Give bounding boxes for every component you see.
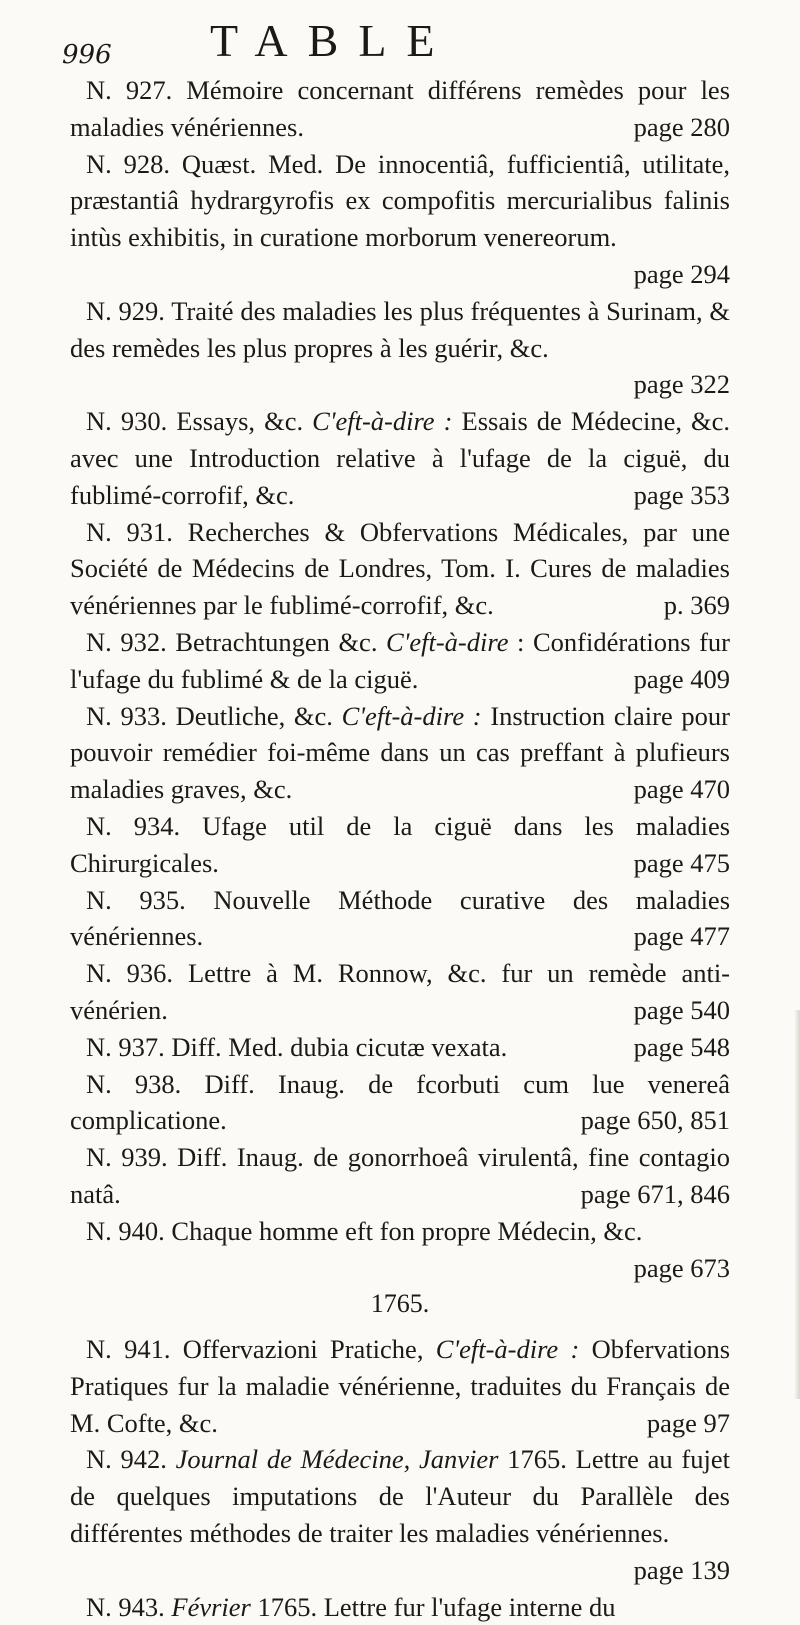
running-title: TABLE xyxy=(210,15,455,66)
entry-number: N. 943. xyxy=(86,1591,165,1622)
entry-page-ref: page 477 xyxy=(633,921,730,952)
entry-page-ref: page 139 xyxy=(633,1554,730,1585)
entry-text: Obfervations Pratiques fur la maladie vénérienne, traduites du Français de M. Cofte, &c. xyxy=(70,1334,731,1438)
scan-edge-shadow xyxy=(794,1010,800,1399)
entry-text: Essais de Médecine, &c. avec une Introduction relative à l'ufage de la ciguë, du fublimé-corrofif, &c. xyxy=(70,406,731,510)
entry-number: N. 933. xyxy=(86,700,167,731)
entry-text: Instruction claire pour pouvoir remédier foi-même dans un cas preffant à plufieurs maladies graves, &c. xyxy=(70,700,731,805)
entry-number: N. 941. xyxy=(86,1334,171,1365)
index-entry xyxy=(70,624,730,698)
entry-page-ref: page 322 xyxy=(633,369,730,400)
entry-page-ref: page 353 xyxy=(633,479,730,510)
entry-number: N. 932. xyxy=(86,626,167,657)
entry-page-ref: p. 369 xyxy=(663,590,730,621)
index-entry xyxy=(70,1331,730,1441)
document-page xyxy=(62,0,731,1625)
entry-page-ref: page 409 xyxy=(633,663,730,694)
entry-number: N. 928. xyxy=(86,148,170,179)
entry-page-ref: page 673 xyxy=(633,1252,730,1283)
entry-page-ref: page 650, 851 xyxy=(580,1105,730,1136)
entry-page-ref: page 671, 846 xyxy=(580,1178,730,1209)
entry-text: Nouvelle Méthode curative des maladies vénériennes. xyxy=(70,884,731,952)
index-entry xyxy=(70,1441,730,1588)
entry-number: N. 929. xyxy=(86,295,165,326)
entry-number: N. 939. xyxy=(86,1142,168,1173)
entry-text: Mémoire concernant différens remèdes pour les maladies vénériennes. xyxy=(70,75,731,142)
entry-text: Ufage util de la ciguë dans les maladies Chirurgicales. xyxy=(70,810,731,878)
index-entry xyxy=(70,955,730,1029)
entry-number: N. 931. xyxy=(86,516,173,547)
entry-page-ref: page 548 xyxy=(633,1031,730,1062)
entry-page-ref: page 475 xyxy=(633,847,730,878)
entry-text: Diff. Med. dubia cicutæ vexata. xyxy=(171,1031,508,1062)
page-number: 996 xyxy=(62,40,112,70)
entry-number: N. 927. xyxy=(86,75,173,105)
index-entries xyxy=(70,72,730,1625)
entry-italic: C'eft-à-dire : xyxy=(435,1334,580,1365)
entry-number: N. 930. xyxy=(86,406,168,437)
entry-text: 1765. Lettre au fujet de quelques imputations de l'Auteur du Parallèle des différentes méthodes de traiter les maladies vénériennes. xyxy=(70,1444,730,1549)
entry-text: Deutliche, &c. xyxy=(175,700,342,731)
page-header xyxy=(62,0,730,72)
entry-page-ref: page 294 xyxy=(633,258,730,289)
entry-page-ref: page 280 xyxy=(633,111,730,142)
index-entry xyxy=(70,882,730,956)
entry-text: Essays, &c. xyxy=(176,406,313,437)
entry-page-ref: page 97 xyxy=(646,1407,730,1438)
index-entry xyxy=(70,1139,730,1213)
index-entry xyxy=(70,1213,730,1287)
entry-text: 1765. Lettre fur l'ufage interne du xyxy=(250,1591,616,1622)
entry-text: Traité des maladies les plus fréquentes à Surinam, & des remèdes les plus propres à les guérir, &c. xyxy=(70,295,730,363)
entry-text: Betrachtungen &c. xyxy=(175,626,387,657)
entry-number: N. 940. xyxy=(86,1215,165,1246)
entry-number: N. 937. xyxy=(86,1031,165,1062)
entry-italic: C'eft-à-dire xyxy=(386,626,509,657)
entry-text: : Confidérations fur l'ufage du fublimé & de la ciguë. xyxy=(70,626,730,694)
entry-italic: C'eft-à-dire : xyxy=(312,406,453,437)
entry-number: N. 934. xyxy=(86,810,181,841)
entry-page-ref: page 540 xyxy=(633,994,730,1025)
index-entry xyxy=(70,514,730,624)
index-entry xyxy=(70,1589,730,1625)
entry-italic: Février xyxy=(171,1591,251,1622)
index-entry xyxy=(70,1029,730,1066)
entry-text: Diff. Inaug. de fcorbuti cum lue venereâ complicatione. xyxy=(70,1068,731,1136)
index-entry xyxy=(70,293,730,403)
index-entry xyxy=(70,1066,730,1140)
entry-text: Offervazioni Pratiche, xyxy=(182,1334,436,1365)
entry-italic: Journal de Médecine, Janvier xyxy=(175,1444,499,1475)
index-entry xyxy=(70,146,730,293)
entry-text: Chaque homme eft fon propre Médecin, &c. xyxy=(171,1215,643,1246)
entry-number: N. 942. xyxy=(86,1444,167,1475)
year-heading: 1765. xyxy=(370,1289,430,1319)
entry-number: N. 935. xyxy=(86,884,186,915)
entry-text: Recherches & Obfervations Médicales, par une Société de Médecins de Londres, Tom. I. Cures de maladies vénériennes par le fublimé-corrofif, &c. xyxy=(70,516,730,621)
index-entry xyxy=(70,72,730,146)
index-entry xyxy=(70,698,730,808)
entry-text: Quæst. Med. De innocentiâ, fufficientiâ, utilitate, præstantiâ hydrargyrofis ex compofitis mercurialibus falinis intùs exhibitis, in curatione morborum venereorum. xyxy=(70,148,731,253)
index-entry xyxy=(70,403,730,513)
entry-page-ref: page 470 xyxy=(633,774,730,805)
entry-text: Diff. Inaug. de gonorrhoeâ virulentâ, fine contagio natâ. xyxy=(70,1142,731,1209)
entry-italic: C'eft-à-dire : xyxy=(341,700,482,731)
entry-number: N. 936. xyxy=(86,958,174,989)
entry-text: Lettre à M. Ronnow, &c. fur un remède anti-vénérien. xyxy=(70,958,731,1025)
entry-number: N. 938. xyxy=(86,1068,182,1099)
index-entry xyxy=(70,808,730,882)
